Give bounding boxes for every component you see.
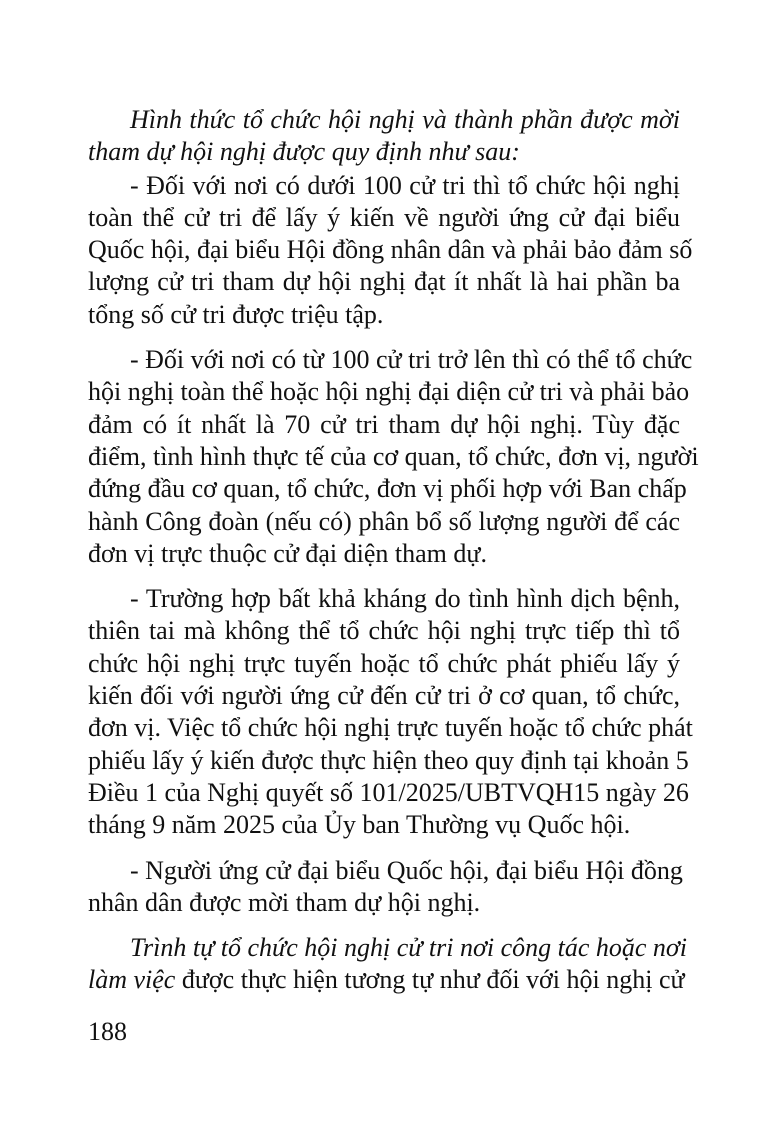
text-line: chức hội nghị trực tuyến hoặc tổ chức phát phiếu lấy ý — [88, 648, 680, 678]
text-line: đơn vị trực thuộc cử đại diện tham dự. — [88, 538, 487, 568]
text-line: - Đối với nơi có dưới 100 cử tri thì tổ chức hội nghị — [130, 170, 680, 200]
text-line: thiên tai mà không thể tổ chức hội nghị trực tiếp thì tổ — [88, 616, 680, 646]
text-line: tham dự hội nghị được quy định như sau: — [88, 137, 520, 167]
text-line: hội nghị toàn thể hoặc hội nghị đại diện cử tri và phải bảo — [88, 377, 690, 407]
text-line: - Đối với nơi có từ 100 cử tri trở lên thì có thể tổ chức — [130, 345, 693, 375]
italic-phrase: làm việc — [88, 965, 176, 995]
text-line: Quốc hội, đại biểu Hội đồng nhân dân và phải bảo đảm số — [88, 235, 693, 265]
page-number: 188 — [88, 1017, 127, 1046]
text-line: - Trường hợp bất khả kháng do tình hình dịch bệnh, — [130, 584, 680, 614]
paragraph — [88, 344, 699, 570]
text-line: đơn vị. Việc tổ chức hội nghị trực tuyến hoặc tổ chức phát — [88, 713, 693, 743]
text-run: được thực hiện tương tự như đối với hội nghị cử — [175, 965, 685, 995]
text-line: tổng số cử tri được triệu tập. — [88, 299, 384, 329]
text-line: điểm, tình hình thực tế của cơ quan, tổ chức, đơn vị, người — [88, 441, 699, 471]
text-line: đứng đầu cơ quan, tổ chức, đơn vị phối hợp với Ban chấp — [88, 474, 687, 504]
page-body — [88, 104, 699, 997]
text-line: Điều 1 của Nghị quyết số 101/2025/UBTVQH15 ngày 26 — [88, 777, 689, 807]
text-line: đảm có ít nhất là 70 cử tri tham dự hội nghị. Tùy đặc — [88, 409, 680, 439]
text-line: tháng 9 năm 2025 của Ủy ban Thường vụ Quốc hội. — [88, 810, 631, 840]
text-line: lượng cử tri tham dự hội nghị đạt ít nhất là hai phần ba — [88, 267, 680, 297]
text-line: Trình tự tổ chức hội nghị cử tri nơi công tác hoặc nơi — [130, 933, 688, 963]
paragraph-closing — [88, 932, 688, 997]
text-line — [88, 964, 685, 996]
paragraph — [88, 170, 693, 331]
text-line: nhân dân được mời tham dự hội nghị. — [88, 887, 481, 917]
text-line: kiến đối với người ứng cử đến cử tri ở cơ quan, tổ chức, — [88, 681, 680, 711]
text-line: Hình thức tổ chức hội nghị và thành phần được mời — [130, 105, 680, 134]
text-line: phiếu lấy ý kiến được thực hiện theo quy định tại khoản 5 — [88, 745, 689, 775]
paragraph — [88, 855, 683, 920]
text-line: toàn thể cử tri để lấy ý kiến về người ứng cử đại biểu — [88, 202, 680, 232]
text-line: hành Công đoàn (nếu có) phân bổ số lượng người để các — [88, 506, 680, 536]
text-line: - Người ứng cử đại biểu Quốc hội, đại biểu Hội đồng — [130, 855, 683, 885]
paragraph — [88, 104, 680, 169]
paragraph — [88, 583, 693, 841]
